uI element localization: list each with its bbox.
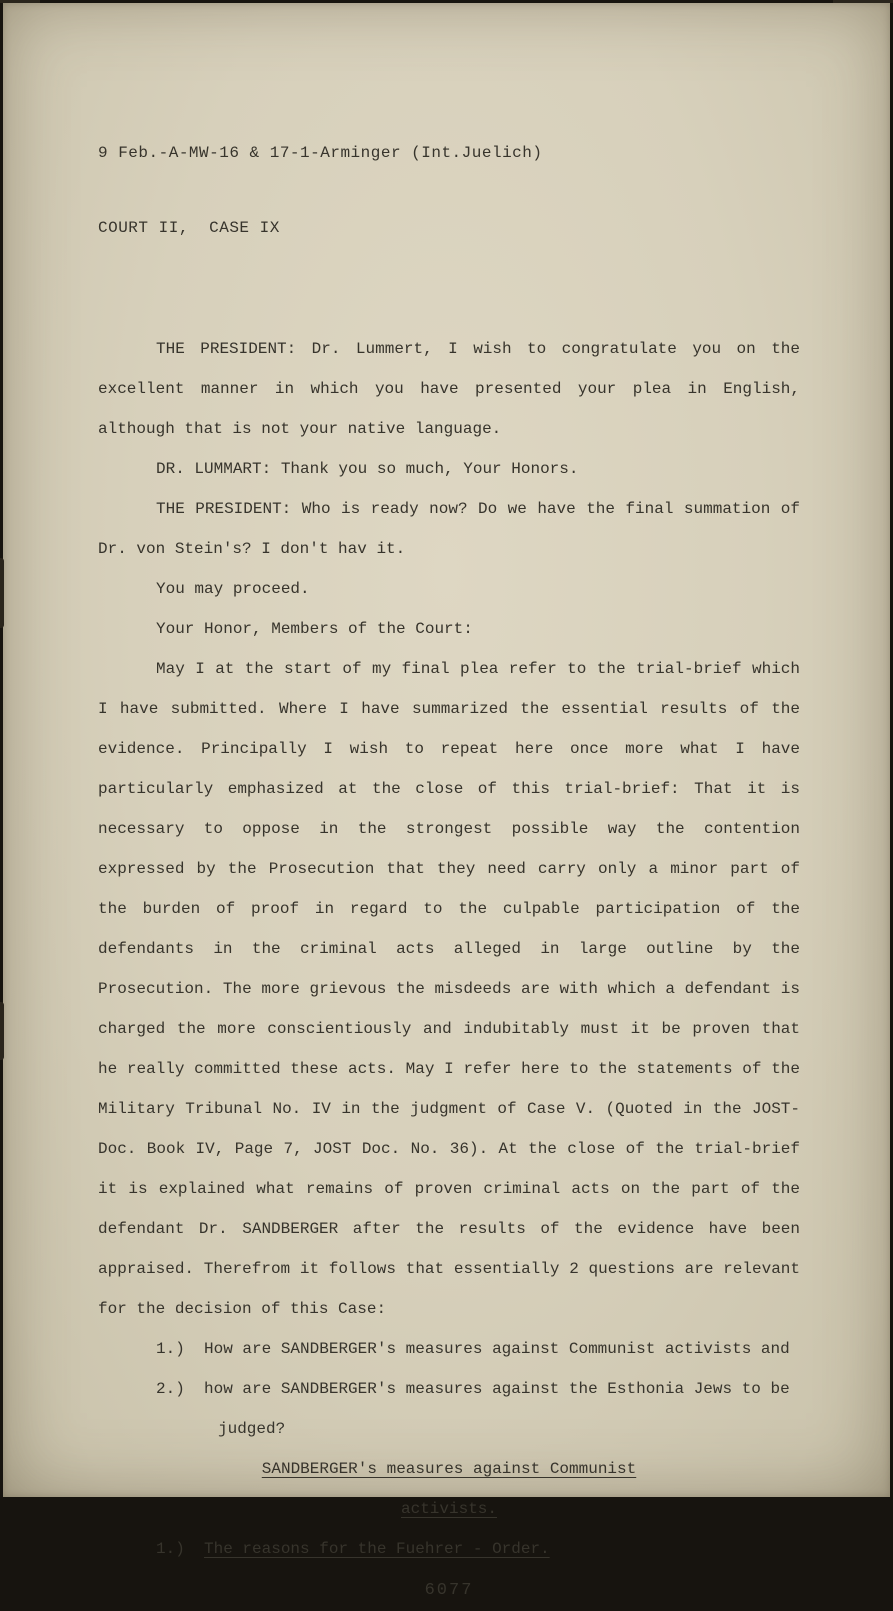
question-text: how are SANDBERGER's measures against the Esthonia Jews to be — [204, 1380, 790, 1398]
subsection-title: The reasons for the Fuehrer - Order. — [204, 1540, 550, 1558]
paragraph-salutation: Your Honor, Members of the Court: — [156, 620, 473, 638]
question-marker: 1.) — [156, 1340, 185, 1358]
header-reference-line: 9 Feb.-A-MW-16 & 17-1-Arminger (Int.Juelich) — [98, 144, 543, 162]
subsection-marker: 1.) — [156, 1540, 185, 1558]
paragraph-president-1: THE PRESIDENT: Dr. Lummert, I wish to congratulate you on the excellent manner in which you have presented your plea in English, although that is not your native language. — [98, 340, 800, 438]
paragraph-proceed: You may proceed. — [156, 580, 310, 598]
page-number: 6077 — [424, 1581, 474, 1600]
question-text: How are SANDBERGER's measures against Communist activists and — [204, 1340, 790, 1358]
document-header — [98, 91, 800, 291]
heading-text-1: SANDBERGER's measures against Communist — [261, 1460, 637, 1478]
paragraph-plea: May I at the start of my final plea refer to the trial-brief which I have submitted. Where I have summarized the essential results of the evidence. Principally I wish to repeat here once more what I have particularly emphasized at the close of this trial-brief: That it is necessary to oppose in the strongest possible way the contention expressed by the Prosecution that they need carry only a minor part of the burden of proof in regard to the culpable participation of the defendants in the criminal acts alleged in large outline by the Prosecution. The more grievous the misdeeds are with which a defendant is charged the more conscientiously and indubitably must it be proven that he really committed these acts. May I refer here to the statements of the Military Tribunal No. IV in the judgment of Case V. (Quoted in the JOST-Doc. Book IV, Page 7, JOST Doc. No. 36). At the close of the trial-brief it is explained what remains of proven criminal acts on the part of the defendant Dr. SANDBERGER after the results of the evidence have been appraised. Therefrom it follows that essentially 2 questions are relevant for the decision of this Case: — [98, 660, 800, 1318]
transcript-body — [98, 329, 800, 1611]
scan-artifact — [0, 1002, 4, 1060]
scan-artifact — [833, 0, 893, 3]
subsection-item — [98, 1529, 800, 1569]
question-marker: 2.) — [156, 1380, 185, 1398]
question-continuation: judged? — [218, 1420, 286, 1438]
scan-artifact — [0, 558, 4, 628]
question-item-2 — [98, 1369, 800, 1409]
question-item-1 — [98, 1329, 800, 1369]
header-case-line: COURT II, CASE IX — [98, 219, 280, 237]
paragraph-president-2: THE PRESIDENT: Who is ready now? Do we have the final summation of Dr. von Stein's? I don't hav it. — [98, 500, 800, 558]
section-heading-line-2 — [98, 1489, 800, 1529]
section-heading-line-1 — [98, 1449, 800, 1489]
paragraph-lummart: DR. LUMMART: Thank you so much, Your Honors. — [156, 460, 579, 478]
document-page — [3, 3, 890, 1600]
scan-artifact — [0, 0, 40, 3]
heading-text-2: activists. — [400, 1500, 497, 1518]
